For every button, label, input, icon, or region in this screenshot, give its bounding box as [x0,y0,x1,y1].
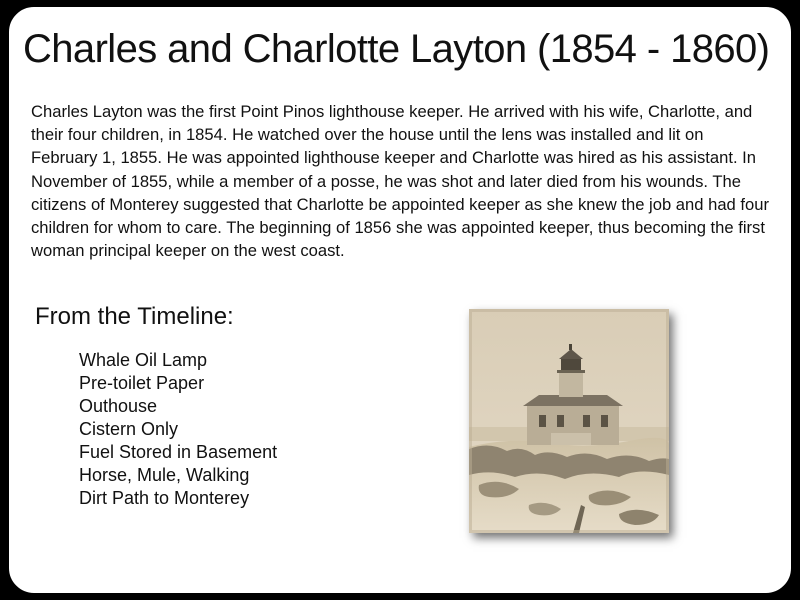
timeline-item: Cistern Only [79,419,179,439]
timeline-item: Outhouse [79,396,158,416]
timeline-item: Pre-toilet Paper [79,373,205,393]
lighthouse-photo-illustration [469,309,669,533]
slide-title: Charles and Charlotte Layton (1854 - 1860) [23,27,770,71]
timeline-item: Whale Oil Lamp [79,350,208,370]
timeline-item: Fuel Stored in Basement [79,442,278,462]
timeline-item: Horse, Mule, Walking [79,465,250,485]
biography-paragraph: Charles Layton was the first Point Pinos lighthouse keeper. He arrived with his wife, Charlotte, and their four children, in 1854. He watched over the house until the lens was installed and lit on February 1, 1855. He was appointed lighthouse keeper and Charlotte was hired as his assistant. In November of 1855, while a member of a posse, he was shot and later died from his wounds. The citizens of Monterey suggested that Charlotte be appointed keeper as she knew the job and had four children for whom to care. The beginning of 1856 she was appointed keeper, thus becoming the first woman principal keeper on the west coast. [31,102,769,261]
timeline-item: Dirt Path to Monterey [79,488,250,508]
slide [6,4,794,596]
timeline-list [79,349,277,510]
lighthouse-photo [469,309,669,533]
timeline-heading: From the Timeline: [35,303,234,330]
